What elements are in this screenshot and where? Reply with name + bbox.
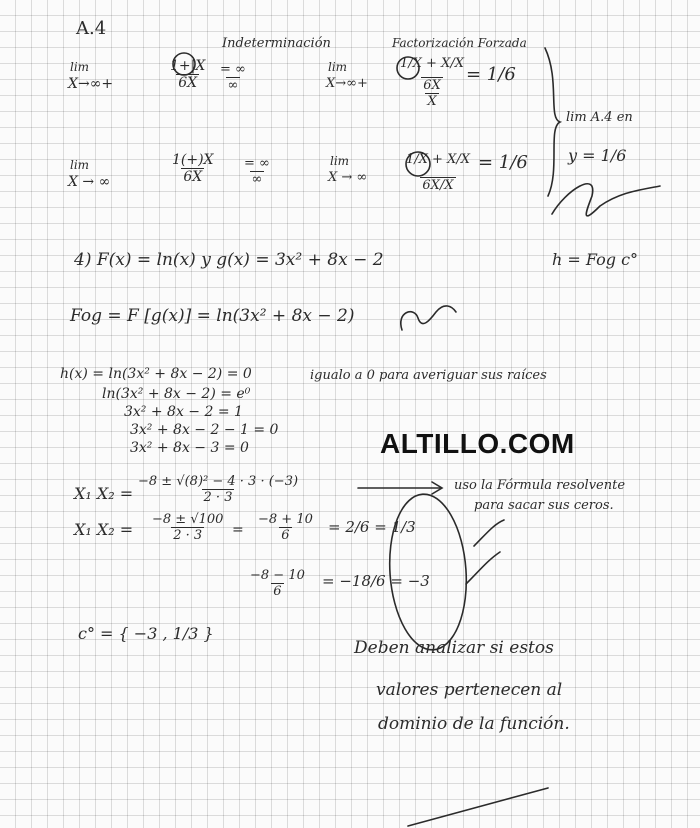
fraction-denominator: 6X	[183, 169, 203, 185]
checkmark-signature-1	[552, 184, 660, 216]
function-definitions: 4) F(x) = ln(x) y g(x) = 3x² + 8x − 2	[74, 250, 384, 270]
step-1: h(x) = ln(3x² + 8x − 2) = 0	[60, 366, 252, 382]
teacher-note-line3: dominio de la función.	[378, 714, 570, 734]
roots-ellipse	[385, 492, 472, 653]
solution-label: X₁ X₂ =	[74, 520, 134, 539]
step-3: 3x² + 8x − 2 = 1	[124, 404, 243, 420]
formula-note-line1: uso la Fórmula resolvente	[454, 478, 626, 493]
numerator-circle-1	[397, 57, 419, 79]
solution-set: c° = { −3 , 1/3 }	[78, 624, 214, 643]
composition-expression: Fog = F [g(x)] = ln(3x² + 8x − 2)	[70, 306, 355, 326]
factored-denominator: 6X/X	[422, 178, 454, 193]
indeterminate-circle	[173, 53, 195, 75]
bottom-stroke	[408, 788, 548, 826]
brace-note-line2: y = 1/6	[568, 146, 627, 165]
root-two-value: = −18/6 = −3	[322, 572, 430, 590]
factored-denominator-bottom: X	[427, 94, 437, 109]
composition-definition: h = Fog c°	[552, 250, 639, 269]
title-factorizacion: Factorización Forzada	[392, 36, 527, 50]
check-arrow-2	[466, 552, 500, 584]
solution-equals: =	[232, 522, 244, 538]
limit-result-1: = 1/6	[466, 64, 516, 85]
root-two-numerator: −8 − 10	[250, 568, 305, 583]
limit-label-3: lim	[70, 158, 90, 172]
root-one-numerator: −8 + 10	[258, 512, 313, 527]
solution-denominator: 2 · 3	[173, 528, 203, 543]
limit-approach-1: X→∞+	[68, 76, 114, 92]
infinity-top: = ∞	[220, 62, 246, 77]
limit-label-1: lim	[70, 60, 90, 74]
root-two-denominator: 6	[273, 584, 282, 599]
factored-numerator: 1/X + X/X	[400, 56, 464, 71]
problem-id: A.4	[76, 18, 107, 39]
limit-label-2: lim	[328, 60, 348, 74]
teacher-note-line1: Deben analizar si estos	[354, 638, 554, 658]
infinity-bottom: ∞	[227, 78, 239, 93]
teacher-note-line2: valores pertenecen al	[376, 680, 563, 700]
brace-note-line1: lim A.4 en	[566, 110, 633, 125]
quadratic-label: X₁ X₂ =	[74, 484, 134, 503]
limit-approach-2: X→∞+	[326, 76, 368, 91]
numerator-circle-2	[406, 152, 430, 176]
step-5: 3x² + 8x − 3 = 0	[130, 440, 249, 456]
quadratic-denominator: 2 · 3	[203, 490, 233, 505]
limit-approach-4: X → ∞	[328, 170, 368, 185]
formula-note-line2: para sacar sus ceros.	[474, 498, 614, 513]
factored-numerator: 1/X + X/X	[406, 152, 470, 167]
factored-denominator-top: 6X	[423, 78, 441, 93]
quadratic-numerator: −8 ± √(8)² − 4 · 3 · (−3)	[138, 474, 299, 489]
fraction-numerator: 1(+)X	[172, 152, 214, 168]
limit-approach-3: X → ∞	[68, 174, 111, 190]
brace-mark	[545, 48, 560, 196]
limit-result-2: = 1/6	[478, 152, 528, 173]
title-indeterminacion: Indeterminación	[222, 36, 331, 51]
check-arrow-1	[474, 520, 504, 546]
solution-numerator: −8 ± √100	[152, 512, 224, 527]
fraction-denominator: 6X	[178, 75, 198, 91]
infinity-bottom: ∞	[251, 172, 263, 187]
step-2: ln(3x² + 8x − 2) = e⁰	[102, 386, 251, 402]
root-one-denominator: 6	[281, 528, 290, 543]
root-one-value: = 2/6 = 1/3	[328, 518, 416, 536]
limit-label-4: lim	[330, 154, 350, 168]
watermark: ALTILLO.COM	[380, 428, 575, 459]
side-note: igualo a 0 para averiguar sus raíces	[310, 368, 547, 383]
step-4: 3x² + 8x − 2 − 1 = 0	[130, 422, 279, 438]
infinity-top: = ∞	[244, 156, 270, 171]
fraction-numerator: 1+|X	[170, 58, 206, 74]
checkmark-signature-2	[401, 306, 456, 330]
